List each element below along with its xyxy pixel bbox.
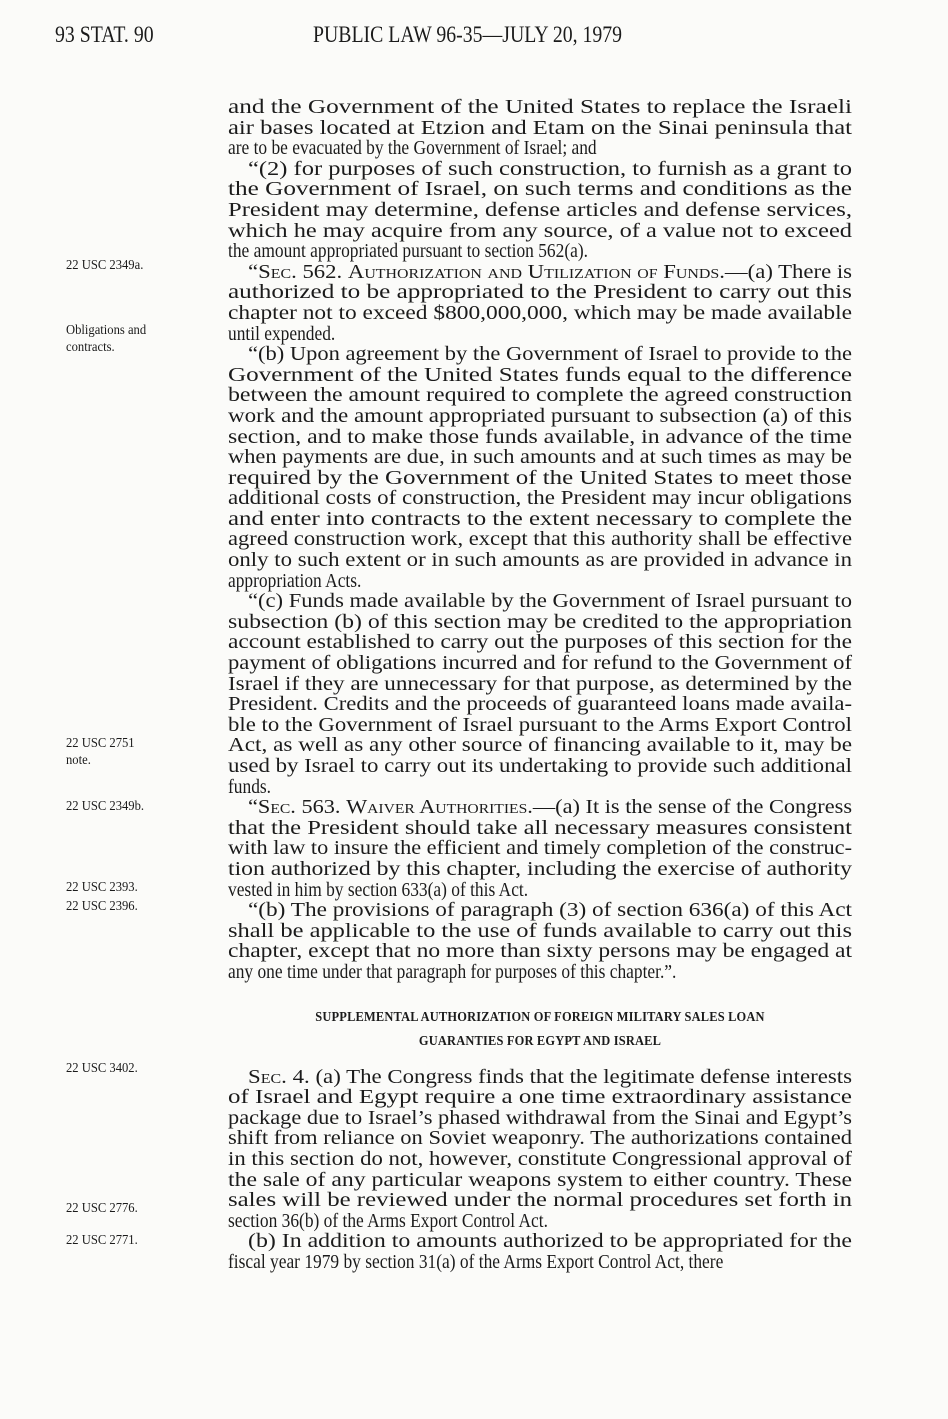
text-line bbox=[228, 365, 852, 386]
text-run: vested in him by section 633(a) of this Act. bbox=[228, 878, 529, 901]
text-run: section, and to make those funds available, in advance of the time bbox=[228, 425, 852, 448]
text-line bbox=[228, 921, 852, 942]
text-line bbox=[228, 756, 852, 777]
text-run: air bases located at Etzion and Etam on the Sinai peninsula that bbox=[228, 116, 852, 139]
text-line bbox=[228, 385, 852, 406]
text-run: with law to insure the efficient and timely completion of the construc- bbox=[228, 837, 852, 860]
text-run: the sale of any particular weapons system to either country. These bbox=[228, 1168, 852, 1191]
text-line bbox=[228, 550, 852, 571]
text-line bbox=[228, 591, 852, 612]
text-run: .—(a) There is bbox=[719, 260, 852, 283]
text-line bbox=[228, 838, 852, 859]
text-line bbox=[228, 694, 852, 715]
text-run: the Government of Israel, on such terms and conditions as the bbox=[228, 178, 852, 201]
paragraph bbox=[228, 900, 852, 982]
text-run: sales will be reviewed under the normal procedures set forth in bbox=[228, 1189, 852, 1212]
text-run: “(c) Funds made available by the Government of Israel pursuant to bbox=[248, 590, 852, 613]
text-run: “(2) for purposes of such construction, to furnish as a grant to bbox=[248, 157, 852, 180]
text-line bbox=[228, 179, 852, 200]
text-line bbox=[228, 859, 852, 880]
text-line bbox=[228, 262, 852, 283]
text-run: ble to the Government of Israel pursuant to the Arms Export Control bbox=[228, 713, 852, 736]
paragraph bbox=[228, 262, 852, 344]
text-run: shall be applicable to the use of funds available to carry out this bbox=[228, 919, 852, 942]
text-line bbox=[228, 138, 852, 159]
text-run: that the President should take all necessary measures consistent bbox=[228, 816, 852, 839]
section-text-part1 bbox=[228, 97, 852, 983]
text-run: appropriation Acts. bbox=[228, 569, 362, 592]
text-line bbox=[228, 1211, 852, 1232]
text-run: “ bbox=[248, 260, 259, 283]
margin-note: 22 USC 2776. bbox=[66, 1201, 138, 1216]
text-run: subsection (b) of this section may be credited to the appropriation bbox=[228, 610, 852, 633]
text-run: agreed construction work, except that this authority shall be effective bbox=[228, 528, 852, 551]
text-run: any one time under that paragraph for purposes of this chapter.”. bbox=[228, 960, 677, 983]
text-run: authorized to be appropriated to the President to carry out this bbox=[228, 281, 852, 304]
text-line bbox=[228, 1067, 852, 1088]
body-text bbox=[228, 97, 852, 1272]
text-run: which he may acquire from any source, of a value not to exceed bbox=[228, 219, 852, 242]
text-line bbox=[228, 97, 852, 118]
margin-note: 22 USC 2396. bbox=[66, 899, 138, 914]
text-line bbox=[228, 529, 852, 550]
text-line bbox=[228, 1149, 852, 1170]
text-line bbox=[228, 344, 852, 365]
section-heading-line2: GUARANTIES FOR EGYPT AND ISRAEL bbox=[418, 1032, 662, 1048]
paragraph bbox=[228, 159, 852, 262]
text-run: “ bbox=[248, 796, 258, 819]
text-run: funds. bbox=[228, 775, 272, 798]
text-run: and the Government of the United States to replace the Israeli bbox=[228, 96, 852, 118]
text-run: payment of obligations incurred and for refund to the Government of bbox=[228, 652, 852, 675]
text-line bbox=[228, 406, 852, 427]
running-header: PUBLIC LAW 96-35—JULY 20, 1979 bbox=[313, 22, 623, 47]
page-stat-number: 93 STAT. 90 bbox=[55, 22, 154, 47]
text-run: “(b) Upon agreement by the Government of Israel to provide to the bbox=[248, 343, 852, 366]
text-run: account established to carry out the purposes of this section for the bbox=[228, 631, 852, 654]
text-run: (b) In addition to amounts authorized to be appropriated for the bbox=[248, 1230, 852, 1253]
text-run: fiscal year 1979 by section 31(a) of the Arms Export Control Act, there bbox=[228, 1250, 724, 1273]
text-line bbox=[228, 159, 852, 180]
text-line bbox=[228, 653, 852, 674]
text-run: 562. bbox=[296, 260, 348, 283]
text-run: work and the amount appropriated pursuant to subsection (a) of this bbox=[228, 404, 852, 427]
margin-note: 22 USC 2393. bbox=[66, 880, 138, 895]
text-run: 563. bbox=[295, 796, 347, 819]
text-run: section 36(b) of the Arms Export Control Act. bbox=[228, 1209, 548, 1232]
text-run: are to be evacuated by the Government of Israel; and bbox=[228, 137, 597, 160]
paragraph bbox=[228, 797, 852, 900]
text-run: of Israel and Egypt require a one time extraordinary assistance bbox=[228, 1086, 852, 1109]
text-line bbox=[228, 900, 852, 921]
small-caps-run: Authorization and Utilization of Funds bbox=[347, 260, 720, 283]
text-line bbox=[228, 509, 852, 530]
margin-note: 22 USC 3402. bbox=[66, 1061, 138, 1076]
section-heading-line1: SUPPLEMENTAL AUTHORIZATION OF FOREIGN MILITARY SALES LOAN bbox=[315, 1008, 765, 1024]
text-run: Act, as well as any other source of financing available to it, may be bbox=[228, 734, 852, 757]
text-run: tion authorized by this chapter, including the exercise of authority bbox=[228, 857, 852, 880]
text-line bbox=[228, 303, 852, 324]
text-line bbox=[228, 118, 852, 139]
small-caps-run: Waiver Authorities bbox=[346, 796, 528, 819]
text-line bbox=[228, 777, 852, 798]
text-line bbox=[228, 797, 852, 818]
section-text-part2 bbox=[228, 1067, 852, 1273]
text-run: until expended. bbox=[228, 322, 336, 345]
paragraph bbox=[228, 1231, 852, 1272]
text-run: “(b) The provisions of paragraph (3) of section 636(a) of this Act bbox=[248, 899, 852, 922]
small-caps-run: Sec. bbox=[258, 260, 297, 283]
text-run: only to such extent or in such amounts as are provided in advance in bbox=[228, 549, 852, 572]
text-line bbox=[228, 1252, 852, 1273]
text-line bbox=[228, 324, 852, 345]
text-line bbox=[228, 468, 852, 489]
text-run: President. Credits and the proceeds of guaranteed loans made availa- bbox=[228, 693, 852, 716]
text-line bbox=[228, 962, 852, 983]
text-run: Government of the United States funds equal to the difference bbox=[228, 363, 852, 386]
text-run: Israel if they are unnecessary for that purpose, as determined by the bbox=[228, 672, 852, 695]
text-line bbox=[228, 1128, 852, 1149]
paragraph bbox=[228, 344, 852, 591]
text-line bbox=[228, 1231, 852, 1252]
text-run: required by the Government of the United States to meet those bbox=[228, 466, 852, 489]
text-line bbox=[228, 221, 852, 242]
small-caps-run: Sec. bbox=[248, 1065, 287, 1088]
text-line bbox=[228, 241, 852, 262]
text-line bbox=[228, 941, 852, 962]
margin-note: 22 USC 2771. bbox=[66, 1233, 138, 1248]
text-run: .—(a) It is the sense of the Congress bbox=[527, 796, 852, 819]
text-line bbox=[228, 282, 852, 303]
text-line bbox=[228, 880, 852, 901]
paragraph bbox=[228, 591, 852, 797]
text-line bbox=[228, 1108, 852, 1129]
text-line bbox=[228, 674, 852, 695]
margin-note: Obligations and contracts. bbox=[66, 323, 147, 355]
text-run: President may determine, defense articles and defense services, bbox=[228, 198, 852, 221]
text-line bbox=[228, 1087, 852, 1108]
text-line bbox=[228, 632, 852, 653]
text-line bbox=[228, 1190, 852, 1211]
text-line bbox=[228, 427, 852, 448]
text-run: 4. (a) The Congress finds that the legitimate defense interests bbox=[286, 1065, 852, 1088]
text-run: chapter not to exceed $800,000,000, which may be made available bbox=[228, 301, 852, 324]
text-run: package due to Israel’s phased withdrawal from the Sinai and Egypt’s bbox=[228, 1106, 852, 1129]
text-run: additional costs of construction, the President may incur obligations bbox=[228, 487, 852, 510]
text-run: used by Israel to carry out its undertaking to provide such additional bbox=[228, 755, 852, 777]
text-line bbox=[228, 200, 852, 221]
margin-note: 22 USC 2349a. bbox=[66, 258, 144, 273]
paragraph bbox=[228, 1067, 852, 1232]
small-caps-run: Sec. bbox=[257, 796, 296, 819]
text-line bbox=[228, 818, 852, 839]
text-line bbox=[228, 571, 852, 592]
margin-note: 22 USC 2751 note. bbox=[66, 736, 135, 768]
text-line bbox=[228, 488, 852, 509]
text-run: the amount appropriated pursuant to section 562(a). bbox=[228, 240, 588, 263]
text-line bbox=[228, 735, 852, 756]
margin-note: 22 USC 2349b. bbox=[66, 799, 145, 814]
text-line bbox=[228, 1170, 852, 1191]
text-run: and enter into contracts to the extent necessary to complete the bbox=[228, 507, 852, 530]
paragraph bbox=[228, 97, 852, 159]
text-run: between the amount required to complete the agreed construction bbox=[228, 384, 852, 407]
text-run: in this section do not, however, constitute Congressional approval of bbox=[228, 1147, 852, 1170]
text-run: when payments are due, in such amounts and at such times as may be bbox=[228, 446, 852, 469]
text-run: chapter, except that no more than sixty persons may be engaged at bbox=[228, 940, 852, 963]
text-run: shift from reliance on Soviet weaponry. The authorizations contained bbox=[228, 1127, 852, 1150]
text-line bbox=[228, 447, 852, 468]
text-line bbox=[228, 612, 852, 633]
text-line bbox=[228, 715, 852, 736]
